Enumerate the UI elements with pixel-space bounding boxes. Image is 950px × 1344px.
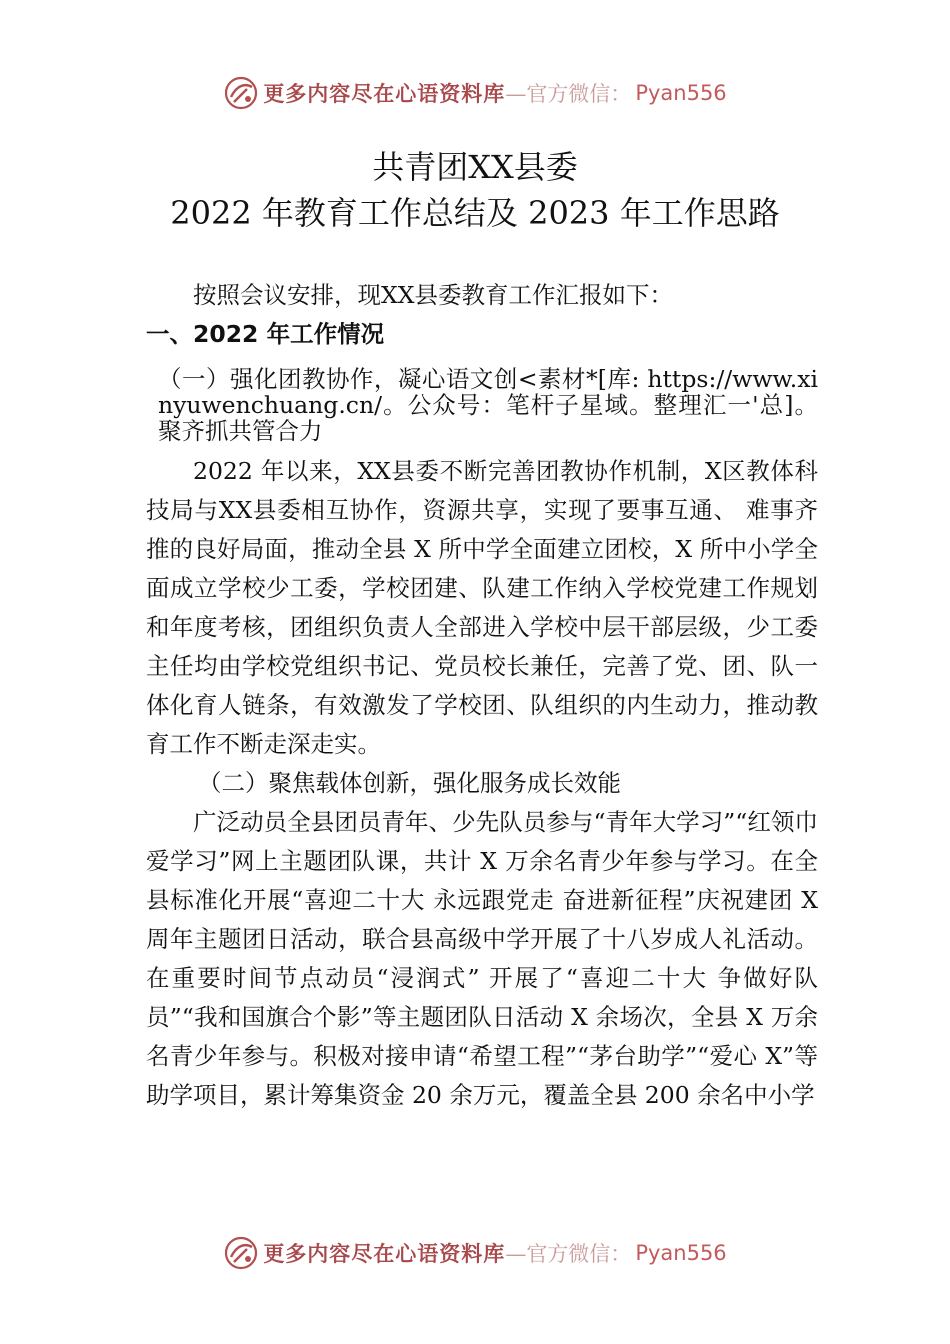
banner-separator: —官方微信： xyxy=(505,82,632,106)
banner-wechat-id: Pyan556 xyxy=(635,81,727,105)
document-title-line2: 2022 年教育工作总结及 2023 年工作思路 xyxy=(170,194,780,232)
document-body xyxy=(146,276,818,1115)
intro-paragraph: 按照会议安排，现XX县委教育工作汇报如下： xyxy=(193,281,673,309)
document-title-line1: 共青团XX县委 xyxy=(372,148,578,186)
banner-text: 更多内容尽在心语资料库 xyxy=(263,81,506,106)
library-logo-icon xyxy=(223,1235,259,1271)
sub2-heading: （二）聚焦载体创新，强化服务成长效能 xyxy=(198,769,621,797)
banner-text: 更多内容尽在心语资料库 xyxy=(263,1241,506,1266)
banner-wechat-id: Pyan556 xyxy=(635,1241,727,1265)
library-logo-icon xyxy=(223,75,259,111)
section1-heading: 一、2022 年工作情况 xyxy=(146,320,385,348)
sub2-paragraph: 广泛动员全县团员青年、少先队员参与“青年大学习”“红领巾爱学习”网上主题团队课，共计 X 万余名青少年参与学习。在全县标准化开展“喜迎二十大 永远跟党走 奋进新征程”庆祝建团 X 周年主题团日活动，联合县高级中学开展了十八岁成人礼活动。在重要时间节点动员“浸润式” 开展了“喜迎二十大 争做好队员”“我和国旗合个影”等主题团队日活动 X 余场次，全县 X 万余名青少年参与。积极对接申请“希望工程”“茅台助学”“爱心 X”等助学项目，累计筹集资金 20 余万元，覆盖全县 200 余名中小学 xyxy=(146,808,818,1109)
banner-separator: —官方微信： xyxy=(505,1242,632,1266)
sub1-heading-block xyxy=(146,366,818,444)
header-watermark-banner xyxy=(0,68,950,118)
footer-watermark-banner xyxy=(0,1228,950,1278)
sub1-heading: （一）强化团教协作，凝心语文创<素材*[库: https://www.xinyuwenchuang.cn/。公众号：笔杆子星域。整理汇一'总]。聚齐抓共管合力 xyxy=(158,365,818,445)
sub1-paragraph: 2022 年以来，XX县委不断完善团教协作机制，X区教体科技局与XX县委相互协作，资源共享，实现了要事互通、 难事齐推的良好局面，推动全县 X 所中学全面建立团校，X 所中小学全面成立学校少工委，学校团建、队建工作纳入学校党建工作规划和年度考核，团组织负责人全部进入学校中层干部层级，少工委主任均由学校党组织书记、党员校长兼任，完善了党、团、队一体化育人链条，有效激发了学校团、队组织的内生动力，推动教育工作不断走深走实。 xyxy=(146,457,818,758)
